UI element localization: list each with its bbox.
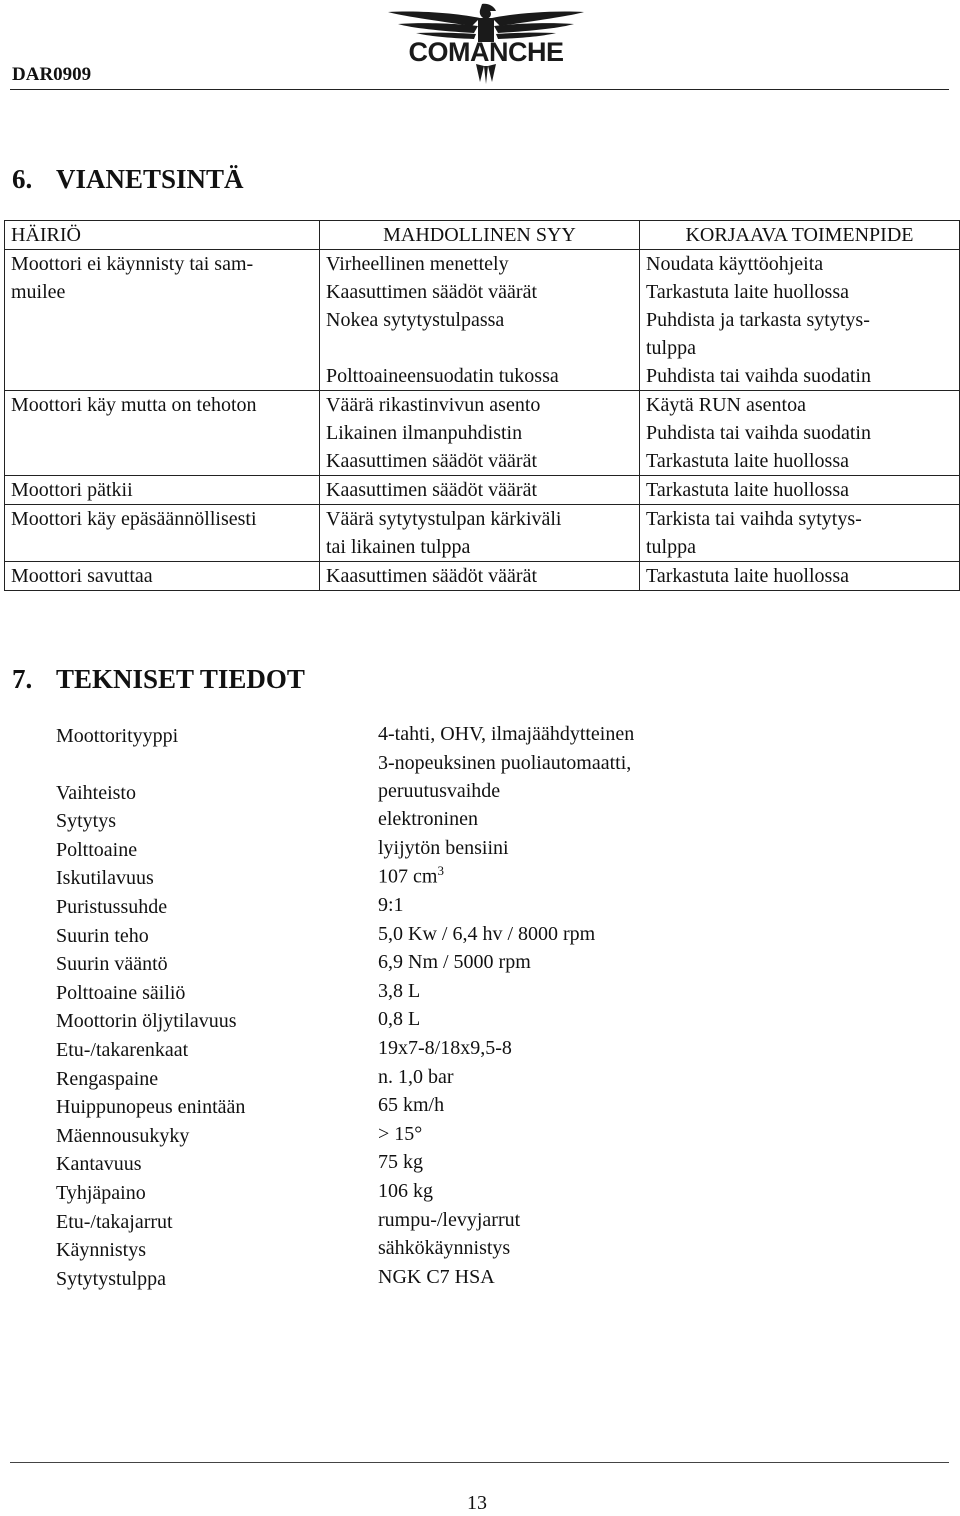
spec-label: Huippunopeus enintään — [56, 1096, 246, 1119]
spec-value-line: 3-nopeuksinen puoliautomaatti, — [378, 751, 632, 774]
spec-value: NGK C7 HSA — [378, 1265, 495, 1288]
column-header-action: KORJAAVA TOIMENPIDE — [640, 221, 960, 250]
cause-cell: Nokea sytytystulpassa — [326, 309, 505, 331]
spec-label: Etu-/takarenkaat — [56, 1038, 189, 1061]
action-cell: Puhdista ja tarkasta sytytys- — [640, 306, 960, 334]
action-cell: Tarkastuta laite huollossa — [640, 447, 960, 476]
table-row — [5, 306, 960, 334]
action-cell: Tarkista tai vaihda sytytys- — [640, 505, 960, 534]
cause-cell: Polttoaineensuodatin tukossa — [326, 365, 559, 387]
spec-value-text: 107 cm — [378, 865, 438, 888]
fault-cell — [5, 447, 320, 476]
fault-cell — [5, 306, 320, 334]
spec-label: Etu-/takajarrut — [56, 1210, 173, 1233]
spec-value: 4-tahti, OHV, ilmajäähdytteinen — [378, 722, 635, 745]
spec-label: Moottorityyppi — [56, 724, 179, 747]
page-number: 13 — [467, 1492, 487, 1514]
spec-label: Tyhjäpaino — [56, 1181, 146, 1204]
column-header-cause: MAHDOLLINEN SYY — [320, 221, 640, 250]
spec-label: Rengaspaine — [56, 1067, 159, 1090]
spec-value: 6,9 Nm / 5000 rpm — [378, 951, 531, 974]
logo-wordmark: COMANCHE — [408, 37, 564, 67]
table-row — [5, 419, 960, 447]
spec-label: Vaihteisto — [56, 781, 136, 804]
spec-label: Suurin teho — [56, 924, 149, 947]
cause-cell: Virheellinen menettely — [326, 253, 509, 275]
spec-value: 65 km/h — [378, 1094, 445, 1117]
spec-value — [378, 857, 444, 891]
action-cell: Noudata käyttöohjeita — [640, 250, 960, 279]
troubleshooting-table — [4, 220, 960, 591]
fault-cell: Moottori savuttaa — [5, 562, 320, 591]
spec-value: rumpu-/levyjarrut — [378, 1208, 521, 1231]
spec-label: Käynnistys — [56, 1239, 146, 1262]
fault-cell: Moottori käy mutta on tehoton — [5, 391, 320, 420]
table-row — [5, 562, 960, 591]
spec-value: > 15° — [378, 1122, 423, 1145]
spec-label: Mäennousukyky — [56, 1124, 190, 1147]
fault-cell — [5, 419, 320, 447]
spec-value: 3,8 L — [378, 979, 421, 1002]
section-title-technical-data — [12, 664, 305, 695]
cause-cell: Kaasuttimen säädöt väärät — [326, 450, 538, 472]
cause-cell: Väärä sytytystulpan kärkiväli — [320, 505, 640, 534]
section-heading: VIANETSINTÄ — [56, 164, 244, 194]
fault-cell: muilee — [5, 278, 320, 306]
fault-cell: Moottori käy epäsäännöllisesti — [5, 505, 320, 534]
spec-label: Moottorin öljytilavuus — [56, 1010, 237, 1033]
spec-value: 9:1 — [378, 893, 404, 916]
table-row — [5, 391, 960, 420]
section-title-troubleshooting — [12, 164, 244, 195]
table-header-row — [5, 221, 960, 250]
action-cell: Tarkastuta laite huollossa — [640, 278, 960, 306]
fault-cell — [5, 533, 320, 562]
spec-label: Iskutilavuus — [56, 867, 154, 890]
spec-value — [378, 749, 631, 805]
spec-value: 0,8 L — [378, 1008, 421, 1031]
section-number: 6. — [12, 164, 33, 194]
spec-label: Puristussuhde — [56, 895, 168, 918]
action-cell: Puhdista tai vaihda suodatin — [640, 362, 960, 391]
spec-value: 19x7-8/18x9,5-8 — [378, 1036, 512, 1059]
spec-value: 5,0 Kw / 6,4 hv / 8000 rpm — [378, 922, 596, 945]
table-row — [5, 447, 960, 476]
spec-label: Sytytys — [56, 810, 117, 833]
cause-cell: Kaasuttimen säädöt väärät — [326, 281, 538, 303]
spec-value: elektroninen — [378, 808, 478, 831]
document-code: DAR0909 — [12, 64, 92, 85]
action-cell: Käytä RUN asentoa — [640, 391, 960, 420]
spec-value-line: peruutusvaihde — [378, 779, 501, 802]
table-row — [5, 533, 960, 562]
table-row — [5, 476, 960, 505]
spec-value: n. 1,0 bar — [378, 1065, 454, 1088]
column-header-fault: HÄIRIÖ — [5, 221, 320, 250]
spec-value: sähkökäynnistys — [378, 1237, 511, 1260]
cause-cell: tai likainen tulppa — [326, 536, 471, 558]
fault-cell — [5, 362, 320, 391]
action-cell: tulppa — [640, 533, 960, 562]
section-heading: TEKNISET TIEDOT — [56, 664, 305, 694]
spec-label: Polttoaine — [56, 838, 138, 861]
footer-divider — [10, 1462, 949, 1463]
spec-label: Kantavuus — [56, 1153, 142, 1176]
spec-label: Polttoaine säiliö — [56, 981, 186, 1004]
spec-value: 106 kg — [378, 1179, 433, 1202]
table-row — [5, 250, 960, 279]
cause-cell: Likainen ilmanpuhdistin — [326, 422, 523, 444]
spec-label: Sytytystulppa — [56, 1267, 167, 1290]
cause-cell: Kaasuttimen säädöt väärät — [320, 562, 640, 591]
header-divider — [10, 89, 949, 90]
action-cell: Tarkastuta laite huollossa — [640, 562, 960, 591]
section-number: 7. — [12, 664, 33, 694]
spec-value: 75 kg — [378, 1151, 423, 1174]
spec-value: lyijytön bensiini — [378, 836, 509, 859]
fault-cell: Moottori pätkii — [5, 476, 320, 505]
comanche-logo — [382, 2, 590, 86]
fault-cell — [5, 334, 320, 362]
table-row — [5, 334, 960, 362]
table-row — [5, 278, 960, 306]
cause-cell: Väärä rikastinvivun asento — [320, 391, 640, 420]
superscript-exponent: 3 — [437, 862, 444, 878]
table-row — [5, 505, 960, 534]
cause-cell — [320, 334, 640, 362]
table-row — [5, 362, 960, 391]
action-cell: Tarkastuta laite huollossa — [640, 476, 960, 505]
cause-cell: Kaasuttimen säädöt väärät — [320, 476, 640, 505]
spec-label: Suurin vääntö — [56, 953, 168, 976]
action-cell: tulppa — [640, 334, 960, 362]
fault-cell: Moottori ei käynnisty tai sam- — [5, 250, 320, 279]
action-cell: Puhdista tai vaihda suodatin — [640, 419, 960, 447]
